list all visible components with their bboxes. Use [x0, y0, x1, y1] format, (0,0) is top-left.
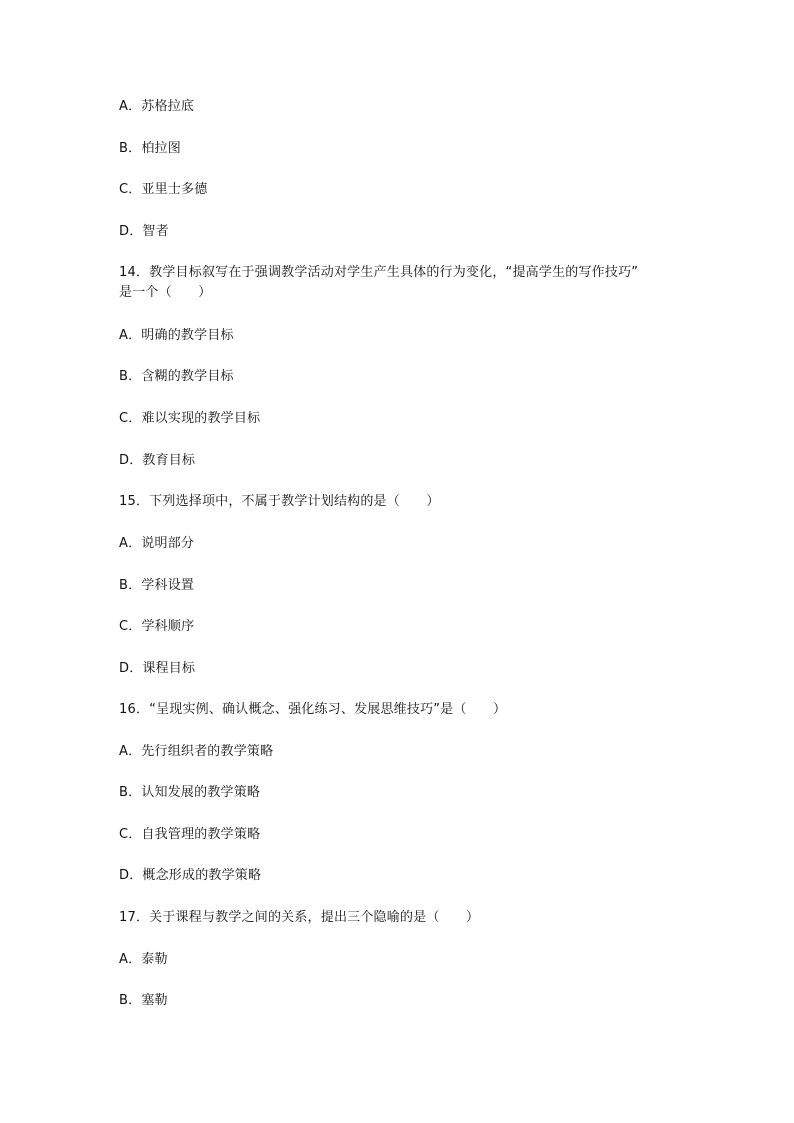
q15-question: 15．下列选择项中，不属于教学计划结构的是（ ） [119, 494, 440, 509]
q13-option-c: C．亚里士多德 [119, 182, 208, 197]
q14-option-c: C．难以实现的教学目标 [119, 411, 261, 426]
q14-question-line2: 是一个（ ） [119, 285, 212, 300]
q15-option-c: C．学科顺序 [119, 619, 195, 634]
q13-option-b: B．柏拉图 [119, 141, 181, 156]
q15-option-b: B．学科设置 [119, 578, 195, 593]
q14-option-b: B．含糊的教学目标 [119, 369, 234, 384]
q14-option-a: A．明确的教学目标 [119, 328, 234, 343]
q14-option-d: D．教育目标 [119, 453, 196, 468]
q13-option-d: D．智者 [119, 224, 169, 239]
q13-option-a: A．苏格拉底 [119, 99, 195, 114]
q15-option-d: D．课程目标 [119, 661, 196, 676]
q16-question: 16．“呈现实例、确认概念、强化练习、发展思维技巧”是（ ） [119, 702, 507, 717]
q16-option-c: C．自我管理的教学策略 [119, 827, 261, 842]
q17-question: 17．关于课程与教学之间的关系，提出三个隐喻的是（ ） [119, 910, 480, 925]
q15-option-a: A．说明部分 [119, 536, 195, 551]
q14-question-line1: 14．教学目标叙写在于强调教学活动对学生产生具体的行为变化，“提高学生的写作技巧” [119, 265, 639, 280]
q16-option-a: A．先行组织者的教学策略 [119, 744, 274, 759]
q17-option-a: A．泰勒 [119, 952, 168, 967]
q16-option-b: B．认知发展的教学策略 [119, 785, 261, 800]
q16-option-d: D．概念形成的教学策略 [119, 868, 262, 883]
q17-option-b: B．塞勒 [119, 993, 168, 1008]
